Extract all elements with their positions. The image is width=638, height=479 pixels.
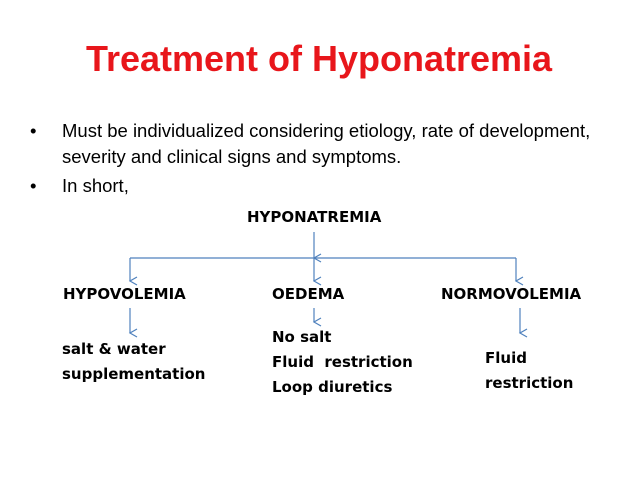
treatment-hypovolemia: [62, 337, 205, 387]
treatment-normovolemia: [485, 346, 573, 396]
treatment-line: Fluid: [485, 349, 527, 367]
treatment-line: Loop diuretics: [272, 378, 393, 396]
treatment-line: No salt: [272, 328, 332, 346]
treatment-line: Fluid restriction: [272, 353, 413, 371]
treatment-oedema: [272, 325, 413, 400]
bullet-text: Must be individualized considering etiology, rate of development, severity and clinical signs and symptoms.: [62, 120, 591, 167]
treatment-line: restriction: [485, 374, 574, 392]
branch-node-normovolemia: NORMOVOLEMIA: [441, 285, 582, 303]
slide-title: Treatment of Hyponatremia: [85, 38, 553, 79]
root-node-hyponatremia: HYPONATREMIA: [247, 208, 382, 226]
branch-node-hypovolemia: HYPOVOLEMIA: [63, 285, 186, 303]
bullet-symbol: •: [30, 175, 37, 196]
treatment-line: supplementation: [62, 365, 206, 383]
bullet-symbol: •: [30, 120, 37, 141]
bullet-text: In short,: [62, 175, 129, 196]
branch-node-oedema: OEDEMA: [272, 285, 345, 303]
treatment-line: salt & water: [62, 340, 166, 358]
